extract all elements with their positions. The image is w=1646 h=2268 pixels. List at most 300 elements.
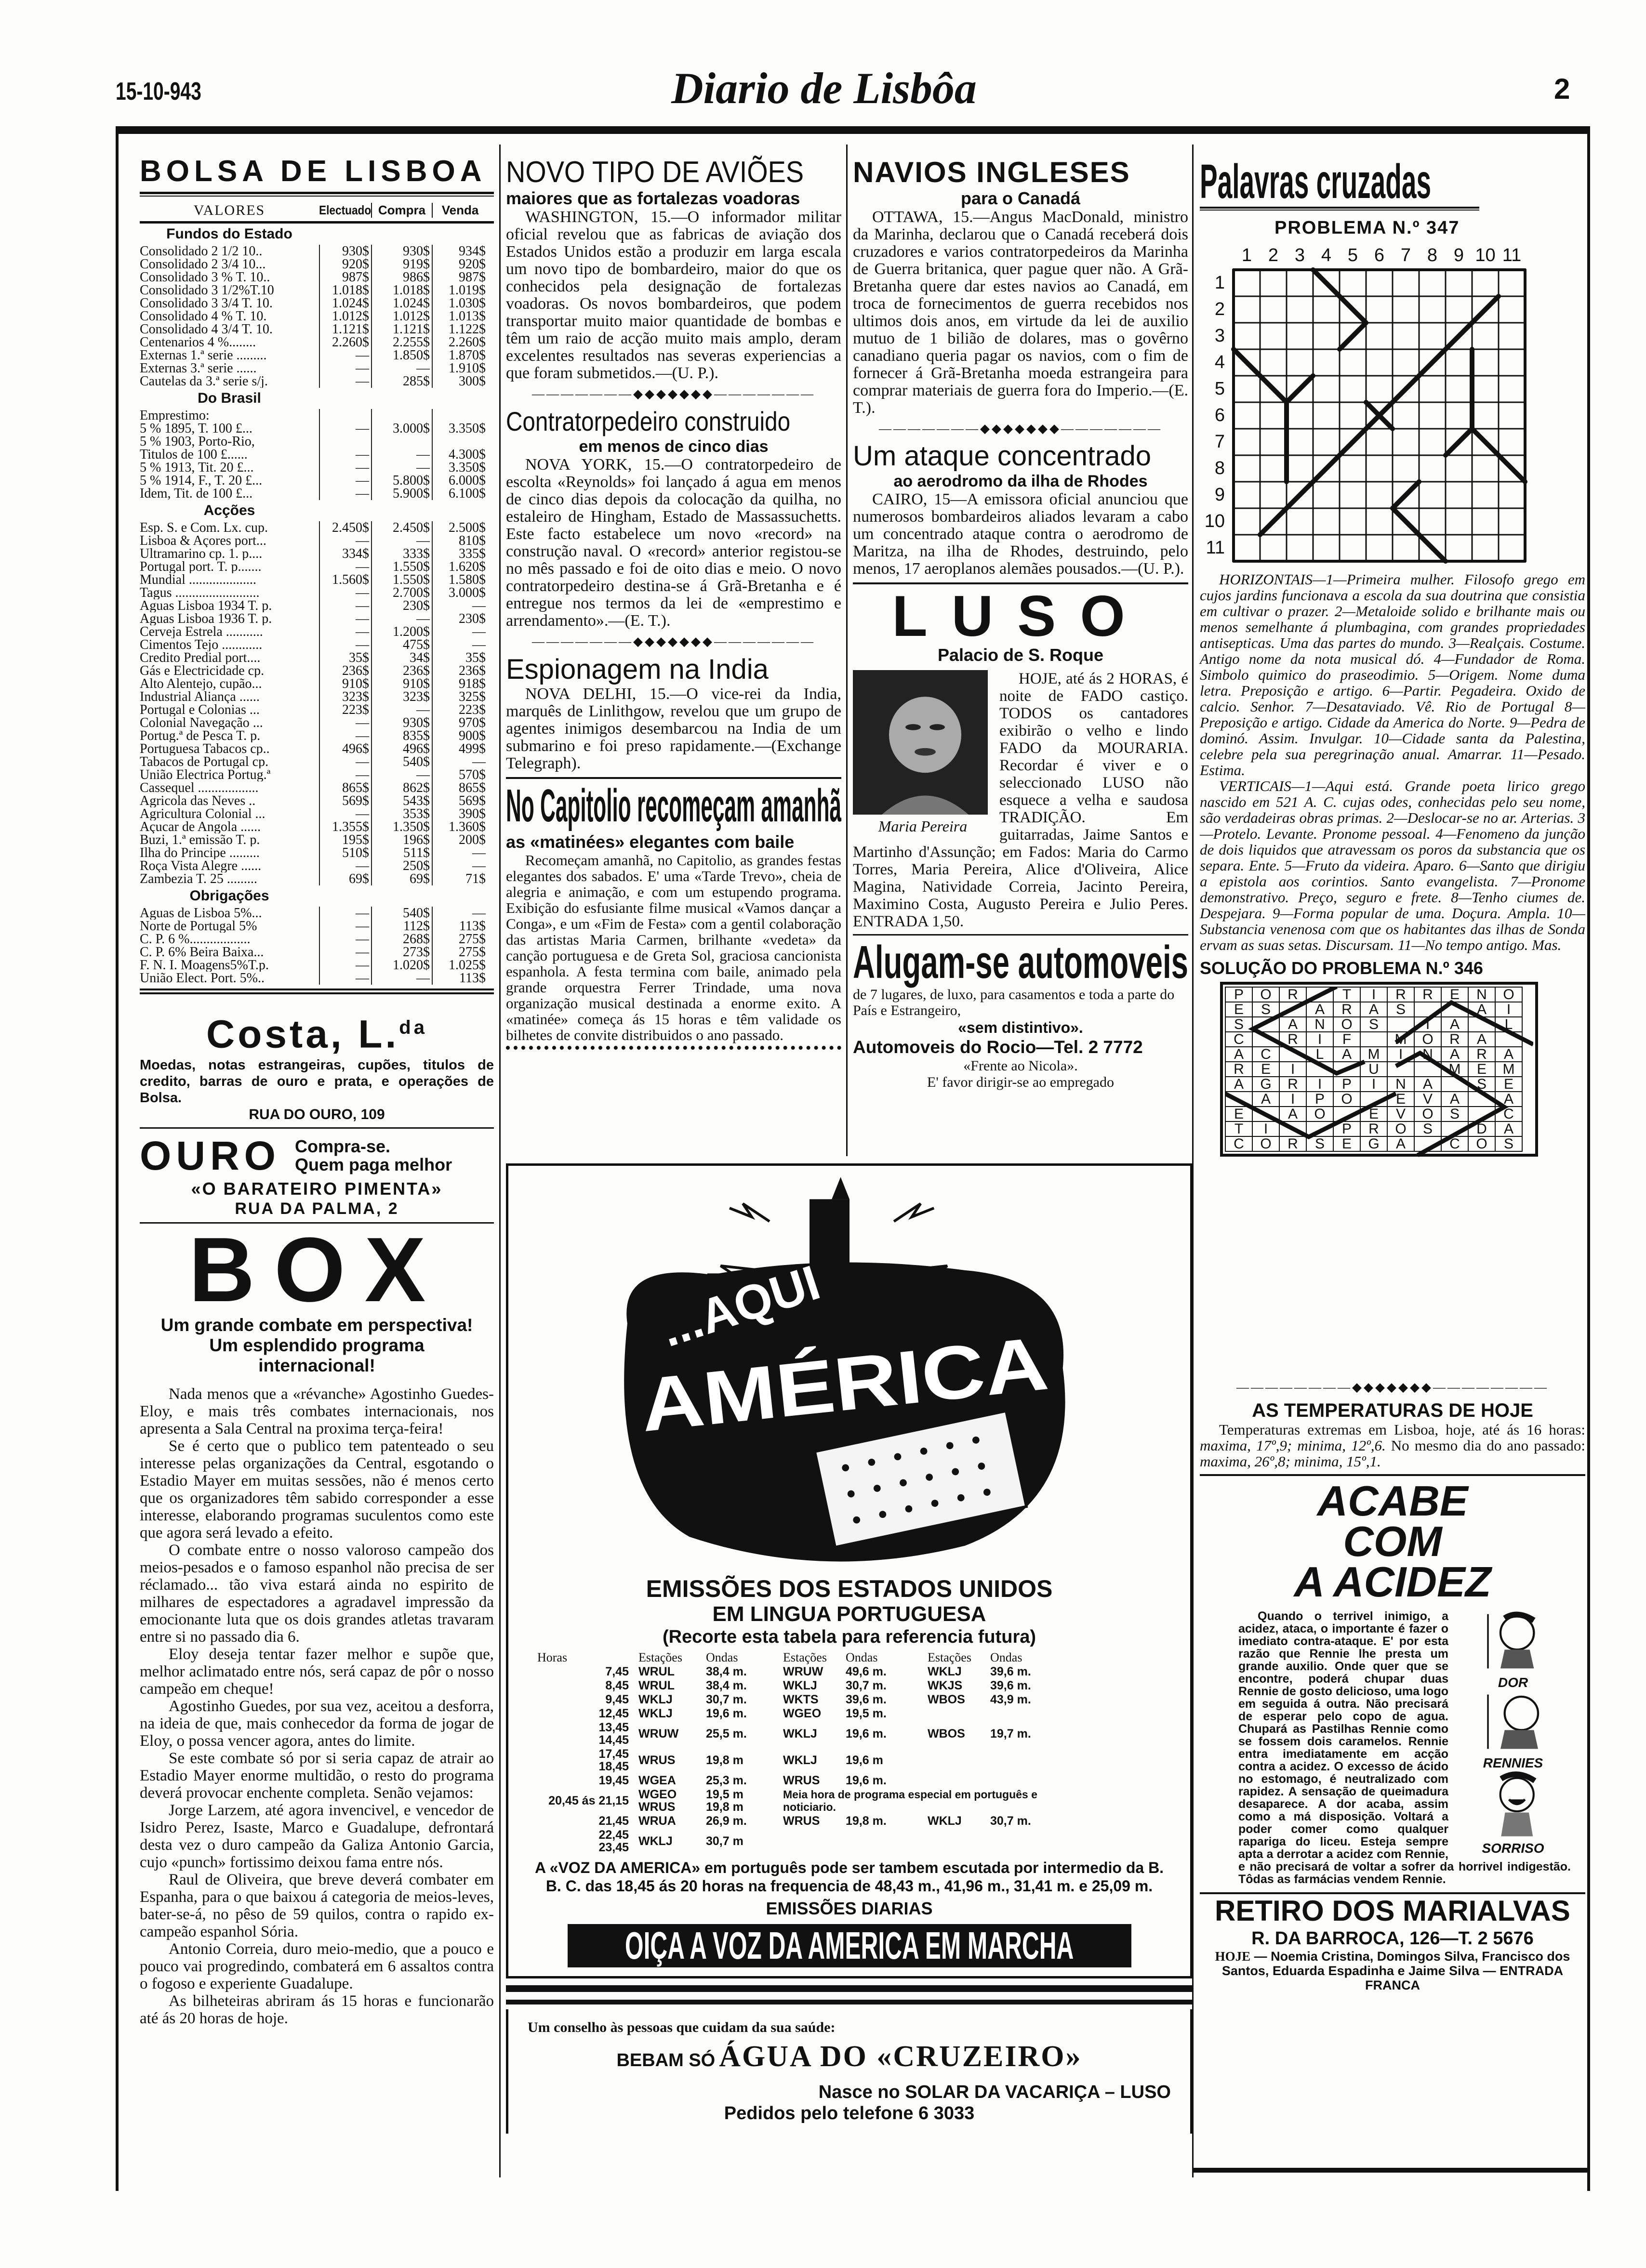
cell-venda: — (432, 638, 488, 651)
cell-compra: 2.700$ (371, 586, 432, 599)
cell-electuado: — (319, 461, 371, 474)
solution-cell: I (1360, 987, 1387, 1002)
america-text: AMÉRICA (636, 1327, 996, 1448)
table-row (140, 245, 494, 258)
headline: NAVIOS INGLESES (853, 156, 1130, 188)
cell-venda: 934$ (432, 245, 488, 258)
cell-compra: 353$ (371, 807, 432, 820)
table-row (537, 1788, 1161, 1813)
table-row (537, 1748, 1161, 1773)
cell-compra: 930$ (371, 245, 432, 258)
ornament-divider: ———————◆◆◆◆◆◆◆——————— (532, 634, 815, 648)
col-valores: VALORES (193, 202, 265, 218)
cell-venda: 3.000$ (432, 586, 488, 599)
costa-address: RUA DO OURO, 109 (249, 1107, 385, 1123)
black-bar (1446, 429, 1472, 455)
table-row (140, 716, 494, 729)
headline: Contratorpedeiro construido (506, 406, 791, 436)
temperaturas-title: AS TEMPERATURAS DE HOJE (1252, 1400, 1533, 1421)
table-row (140, 258, 494, 271)
solution-cell: A (1441, 1017, 1468, 1032)
rennie-headline2: COM (1343, 1517, 1442, 1565)
headline-wrap (506, 654, 841, 686)
temperaturas-text: Temperaturas extremas em Lisboa, hoje, até ás 16 horas: maxima, 17º,9; minima, 12º,6. No mesmo dia do ano passado: maxima, 26º,8; minima, 15º,1. (1200, 1421, 1585, 1470)
cell-electuado: 35$ (319, 651, 371, 664)
table-row (140, 755, 494, 768)
cell-name: Consolidado 2 1/2 10.. (140, 245, 263, 258)
cruzeiro-bebam: BEBAM SÓ (616, 2050, 716, 2070)
cell: 17,45 18,45 (598, 1747, 629, 1773)
solution-cell: A (1333, 1047, 1360, 1062)
cell-name: C. P. 6% Beira Baixa... (140, 946, 264, 959)
cell-electuado: 865$ (319, 781, 371, 794)
portrait-photo (853, 670, 988, 815)
table-row (537, 1707, 1161, 1720)
cell-venda: 236$ (432, 664, 488, 677)
rennie-cartoons (1455, 1610, 1571, 1856)
subheadline: as «matinées» elegantes com baile (506, 832, 795, 852)
cell-venda: — (432, 846, 488, 859)
cell-electuado: — (319, 625, 371, 638)
cell-electuado: — (319, 716, 371, 729)
cell-compra: 475$ (371, 638, 432, 651)
paragraph: Eloy deseja tentar fazer melhor e supõe que, melhor aclimatado entre nós, será capaz de pôr o nosso campeão em cheque! (140, 1646, 494, 1698)
cell-electuado: 223$ (319, 703, 371, 716)
paragraph: O combate entre o nosso valoroso campeão dos meios-pesados e o famoso espanhol não precisa de ser réclamado... tão viva estará ainda no espirito de milhares de espectadores a agradavel impressão da emocionante luta que os dois grandes atletas travaram entre si no passado dia 6. (140, 1542, 494, 1646)
cruzeiro-brand: ÁGUA DO «CRUZEIRO» (719, 2040, 1082, 2073)
cell-electuado: 1.560$ (319, 573, 371, 586)
frame-left (116, 134, 119, 2191)
solution-cell: E (1360, 1107, 1387, 1121)
cell-electuado: — (319, 422, 371, 435)
cell-electuado: 69$ (319, 872, 371, 885)
cell: 7,45 (605, 1665, 629, 1678)
header-cell: Estações (783, 1650, 827, 1664)
box-title: BOX (188, 1219, 445, 1321)
cell-electuado: 2.450$ (319, 521, 371, 534)
table-row (140, 271, 494, 284)
cell-name: Agricola das Neves .. (140, 794, 256, 807)
solution-cell: U (1360, 1062, 1387, 1077)
photo-caption: Maria Pereira (878, 818, 968, 835)
cell-electuado (319, 435, 371, 448)
cell-electuado: 910$ (319, 677, 371, 690)
solution-cell: C (1225, 1032, 1252, 1047)
bolsa-title: BOLSA DE LISBOA (140, 155, 487, 188)
cruzeiro-lead: Um conselho às pessoas que cuidam da sua saúde: (528, 2019, 836, 2035)
cell: 30,7 m (706, 1834, 743, 1848)
cell-name: União Electrica Portug.ª (140, 768, 271, 781)
rennie-body (1238, 1610, 1571, 1886)
solution-cell: A (1387, 1136, 1414, 1151)
table-row (140, 362, 494, 375)
costa-ad (140, 1005, 494, 1129)
bolsa-section (140, 154, 494, 994)
cell-electuado: — (319, 534, 371, 547)
solution-cell: A (1441, 1047, 1468, 1062)
cell-name: Consolidado 3 % T. 10.. (140, 271, 270, 284)
box-body (140, 1385, 494, 2027)
cell-compra: 1.200$ (371, 625, 432, 638)
table-row (140, 375, 494, 388)
cell-compra: — (371, 448, 432, 461)
cell: 19,5 m 19,8 m (706, 1788, 743, 1814)
row-number: 10 (1204, 511, 1225, 531)
column-number: 7 (1400, 245, 1411, 265)
ad-rule (506, 1985, 1193, 1992)
solution-cell: E (1387, 1092, 1414, 1107)
cell-electuado: — (319, 586, 371, 599)
costa-name-sup: da (399, 1017, 427, 1038)
box-sub1: Um grande combate em perspectiva! (160, 1315, 473, 1335)
cell-name: Roça Vista Alegre ...... (140, 859, 262, 872)
paragraph: Agostinho Guedes, por sua vez, aceitou a desforra, na ideia de que, mais conhecedor da forma de jogar de Eloy, o possa vencer agora, antes do limite. (140, 1698, 494, 1750)
cell-venda: 1.122$ (432, 323, 488, 336)
cruzeiro-origin: Nasce no SOLAR DA VACARIÇA – LUSO (818, 2082, 1171, 2102)
cell: Meia hora de programa especial em português e noticiario. (783, 1788, 1037, 1813)
cell-compra: 986$ (371, 271, 432, 284)
solution-cell: N (1468, 987, 1495, 1002)
table-row (537, 1815, 1161, 1827)
column-number: 9 (1453, 245, 1464, 265)
retiro-title: RETIRO DOS MARIALVAS (1215, 1895, 1570, 1927)
cell-electuado: 510$ (319, 846, 371, 859)
table-row (537, 1665, 1161, 1678)
header-cell: Ondas (990, 1650, 1022, 1664)
ornament-divider: ————————◆◆◆◆◆◆◆———————— (1236, 1380, 1549, 1394)
luso-ad (853, 584, 1188, 936)
paragraph: As bilheteiras abriram ás 15 horas e funcionarão até ás 20 horas de hoje. (140, 1992, 494, 2028)
cell-electuado: — (319, 755, 371, 768)
cell: WKTS (783, 1693, 819, 1706)
cell: 9,45 (605, 1693, 629, 1706)
table-row (140, 664, 494, 677)
cell-compra: 196$ (371, 833, 432, 846)
caption-dor: DOR (1498, 1675, 1528, 1690)
cell-compra (371, 435, 432, 448)
cell-venda: 223$ (432, 703, 488, 716)
solution-cell: S (1252, 1002, 1279, 1017)
cell: WBOS (928, 1727, 965, 1741)
solution-cell: O (1495, 987, 1522, 1002)
bolsa-section-title: Obrigações (189, 888, 269, 904)
cell-electuado: 920$ (319, 258, 371, 271)
cell-venda: 1.580$ (432, 573, 488, 586)
cell-compra: 250$ (371, 859, 432, 872)
table-row (140, 586, 494, 599)
cell-venda: 499$ (432, 742, 488, 755)
cell-venda: — (432, 859, 488, 872)
table-row (140, 534, 494, 547)
cell-name: Portuguesa Tabacos cp.. (140, 742, 270, 755)
table-row (140, 323, 494, 336)
solution-cell: E (1495, 1077, 1522, 1092)
cell-name: F. N. I. Moagens5%T.p. (140, 959, 269, 972)
cell-compra: — (371, 703, 432, 716)
solution-title: SOLUÇÃO DO PROBLEMA N.º 346 (1200, 958, 1483, 978)
cell-compra: 333$ (371, 547, 432, 560)
cell-compra: 543$ (371, 794, 432, 807)
solution-cell: A (1360, 1002, 1387, 1017)
table-row (140, 547, 494, 560)
cell-compra: 112$ (371, 920, 432, 933)
table-row (537, 1679, 1161, 1692)
ouro-shop: «O BARATEIRO PIMENTA» (191, 1179, 443, 1199)
table-row (140, 448, 494, 461)
solution-cell: A (1414, 1077, 1441, 1092)
rennie-ad (1200, 1477, 1585, 1886)
solution-cell: A (1495, 1121, 1522, 1136)
solution-cell: S (1495, 1136, 1522, 1151)
subheadline: para o Canadá (960, 188, 1081, 208)
cell-venda: 200$ (432, 833, 488, 846)
paragraph: Nada menos que a «révanche» Agostinho Guedes-Eloy, e mais três combates internacionais, nos apresenta a Sala Central na proxima terça-feira! (140, 1385, 494, 1438)
solution-cell: S (1306, 1136, 1333, 1151)
crossword-title: Palavras cruzadas (1200, 155, 1432, 209)
cell-name: Colonial Navegação ... (140, 716, 263, 729)
table-row (140, 742, 494, 755)
cell-electuado: 1.024$ (319, 297, 371, 310)
cell: 19,45 (598, 1774, 629, 1787)
column-number: 8 (1427, 245, 1438, 265)
table-row (140, 560, 494, 573)
table-row (140, 907, 494, 920)
costa-text: Moedas, notas estrangeiras, cupões, titulos de credito, barras de ouro e prata, e operações de Bolsa. (140, 1057, 494, 1106)
cell-name: Externas 1.ª serie ......... (140, 349, 267, 362)
cell: WRUL (638, 1665, 675, 1678)
cell: WKLJ (783, 1754, 817, 1767)
solution-cell: I (1306, 1032, 1333, 1047)
cell-venda: 987$ (432, 271, 488, 284)
cell-electuado: 1.012$ (319, 310, 371, 323)
table-row (537, 1721, 1161, 1746)
cell: 19,6 m. (846, 1727, 887, 1741)
cell-compra: 34$ (371, 651, 432, 664)
solution-cell: F (1333, 1032, 1360, 1047)
solution-cell: C (1441, 1136, 1468, 1151)
verticais-clues (1200, 778, 1585, 953)
auto-tag: «sem distintivo». (958, 1019, 1083, 1036)
cell-compra: 236$ (371, 664, 432, 677)
table-row (140, 349, 494, 362)
cell-venda: 3.350$ (432, 422, 488, 435)
table-row (140, 573, 494, 586)
cell-venda: 2.500$ (432, 521, 488, 534)
row-number: 3 (1214, 326, 1225, 346)
cell-name: Aguas de Lisboa 5%... (140, 907, 262, 920)
cell: 19,6 m. (846, 1774, 887, 1787)
row-number: 2 (1214, 299, 1225, 319)
cell-venda: 1.360$ (432, 820, 488, 833)
table-row (140, 651, 494, 664)
table-row (140, 487, 494, 500)
cell-venda: 275$ (432, 946, 488, 959)
solution-cell: R (1387, 987, 1414, 1002)
cell: 39,6 m. (990, 1665, 1031, 1678)
cell-compra: 835$ (371, 729, 432, 742)
cell-venda: 113$ (432, 972, 488, 985)
cell-name: 5 % 1903, Porto-Rio, (140, 435, 255, 448)
solution-cell: O (1306, 1107, 1333, 1121)
cell-name: Credito Predial port.... (140, 651, 261, 664)
solution-cell: A (1468, 1002, 1495, 1017)
cell-name: Lisboa & Açores port... (140, 534, 266, 547)
cell: WKLJ (928, 1665, 962, 1678)
column-3 (853, 157, 1188, 1091)
solution-cell: A (1225, 1047, 1252, 1062)
cell-name: Cautelas da 3.ª serie s/j. (140, 375, 268, 388)
table-row (140, 435, 494, 448)
solution-cell: C (1495, 1107, 1522, 1121)
solution-cell: N (1387, 1077, 1414, 1092)
cell-electuado: — (319, 768, 371, 781)
cell-compra: 511$ (371, 846, 432, 859)
solution-cell: A (1495, 1047, 1522, 1062)
paragraph: Se é certo que o publico tem patenteado o seu interesse pelas organizações da Central, esgotando o Estadio Mayer em muitas sessões, não é menos certo que os organizadores têm sabido corresponder a esse interesse, elaborando programas suculentos como este que agora será levado a efeito. (140, 1437, 494, 1542)
cell-venda: 1.013$ (432, 310, 488, 323)
cell-electuado: — (319, 959, 371, 972)
ad-rule (506, 2000, 1193, 2004)
cell-venda: 1.019$ (432, 284, 488, 297)
voz-banner-text: OIÇA A VOZ DA AMERICA EM MARCHA (624, 1924, 1074, 1967)
column-numbers (1234, 245, 1585, 266)
emissoes-diarias: EMISSÕES DIARIAS (766, 1899, 933, 1918)
subheadline: em menos de cinco dias (579, 437, 769, 456)
issue-date: 15-10-943 (116, 78, 201, 105)
box-sub2: Um esplendido programa (209, 1335, 425, 1356)
cell: 19,7 m. (990, 1727, 1031, 1741)
article-body: WASHINGTON, 15.—O informador militar oficial revelou que as fabricas de aviação dos Estados Unidos estão a produzir em larga escala um novo tipo de bombardeiro, maior do que os conhecidos pela designação de fortalezas voadoras. Os novos bombardeiros, que podem transportar muito maior quantidade de bombas e têm um raio de acção muito mais amplo, deram excelentes resultados nas severas experiencias a que foram submetidos.—(U. P.). (506, 208, 841, 382)
emissoes-note: (Recorte esta tabela para referencia futura) (662, 1627, 1036, 1647)
solution-cell: I (1414, 1017, 1441, 1032)
cell-compra: 1.550$ (371, 560, 432, 573)
solution-cell: T (1333, 987, 1360, 1002)
cell-name: Gás e Electricidade cp. (140, 664, 265, 677)
cell: WKLJ (638, 1707, 673, 1720)
cell: 38,4 m. (706, 1679, 747, 1692)
auto-text: de 7 lugares, de luxo, para casamentos e toda a parte do País e Estrangeiro, (853, 987, 1175, 1018)
ouro-address: RUA DA PALMA, 2 (235, 1200, 399, 1218)
cell-venda: 1.910$ (432, 362, 488, 375)
horizontais-label: HORIZONTAIS (1219, 571, 1313, 588)
bolsa-section-title: Acções (203, 502, 255, 518)
solution-cell: R (1279, 987, 1306, 1002)
solution-cell: M (1441, 1062, 1468, 1077)
column-divider (846, 145, 848, 1156)
box-sub3: internacional! (258, 1356, 375, 1376)
bolsa-header (140, 199, 494, 224)
column-number: 3 (1294, 245, 1305, 265)
cell-compra: 1.850$ (371, 349, 432, 362)
solution-cell: A (1468, 1032, 1495, 1047)
ouro-line2: Quem paga melhor (295, 1155, 452, 1175)
cell: 38,4 m. (706, 1665, 747, 1678)
subheadline-wrap (506, 832, 841, 852)
cell: 30,7 m. (846, 1679, 887, 1692)
cell-venda: — (432, 599, 488, 612)
cell-electuado: — (319, 448, 371, 461)
headline: Espionagem na India (506, 654, 769, 685)
table-row (140, 599, 494, 612)
cell: 49,6 m. (846, 1665, 887, 1678)
cell-compra: — (371, 534, 432, 547)
crossword-title-wrap (1200, 157, 1484, 207)
cell-electuado: — (319, 946, 371, 959)
cell-electuado (319, 409, 371, 422)
cell-name: Externas 3.ª serie ...... (140, 362, 257, 375)
photo (853, 670, 993, 835)
row-number: 9 (1214, 485, 1225, 505)
article-body: OTTAWA, 15.—Angus MacDonald, ministro da Marinha, declarou que o Canadá receberá dois cruzadores e varios contratorpedeiros da Marinha de Guerra britanica, quer pague quer não. A Grã-Bretanha quere dar estes navios ao Canadá, em troca de fornecimentos de guerra recebidos nos ultimos dois anos, em virtude da lei de auxilio mutuo de 1 bilião de dolares, mas o govêrno canadiano queria pagar os navios, com o fim de fornecer á Grã-Bretanha moeda estrangeira para comprar materiais de guerra fora do Imperio.—(E. T.). (853, 208, 1188, 417)
solution-cell: E (1333, 1136, 1360, 1151)
cell: 19,6 m (846, 1754, 883, 1767)
cell-compra: — (371, 972, 432, 985)
cell-compra: — (371, 362, 432, 375)
header-cell: Ondas (846, 1650, 878, 1664)
table-row (140, 474, 494, 487)
table-row (140, 820, 494, 833)
cell-electuado: — (319, 972, 371, 985)
table-row (140, 729, 494, 742)
cell-compra: 919$ (371, 258, 432, 271)
table-row (140, 946, 494, 959)
paragraph: Antonio Correia, duro meio-medio, que a pouco e pouco vai progredindo, combaterá em 6 assaltos contra o fogoso e experiente Guadalupe. (140, 1940, 494, 1993)
table-row (140, 336, 494, 349)
radio-schedule-table (537, 1651, 1161, 1854)
auto-title: Alugam-se automoveis (853, 936, 1188, 988)
table-row (140, 920, 494, 933)
cell-venda (432, 435, 488, 448)
cell-venda: 325$ (432, 690, 488, 703)
cell-electuado: 236$ (319, 664, 371, 677)
bolsa-table (140, 224, 494, 985)
column-number: 6 (1374, 245, 1385, 265)
solution-cell: N (1414, 1047, 1441, 1062)
cell: WRUW (638, 1727, 679, 1741)
rennie-body-text: Quando o terrivel inimigo, a acidez, ataca, o importante é fazer o imediato contra-ataque. E' por esta razão que Rennie lhe presta um grande auxilio. Onde quer que se encontre, poderá chupar duas Rennie de gosto delicioso, uma logo em seguida á outra. Não precisará de esperar pelo copo de agua. Chupará as Pastilhas Rennie como se fossem dois caramelos. Rennie entra imediatamente em acção contra a acidez. O excesso de ácido no estomago, é neutralizado com rapidez. A sensação de queimadura desaparece. A dor acaba, assim como a má disposição. Voltará a poder comer como qualquer rapariga do liceu. Esteja sempre apta a derrotar a acidez com Rennie, e não precisará de voltar a sofrer da horrivel indigestão. Tôdas as farmácias vendem Rennie. (1238, 1609, 1571, 1886)
cell-name: Esp. S. e Com. Lx. cup. (140, 521, 268, 534)
bolsa-section-title: Do Brasil (198, 390, 261, 406)
cell-compra: 1.024$ (371, 297, 432, 310)
cell-electuado: — (319, 807, 371, 820)
bottom-rule (1193, 2168, 1588, 2173)
solution-cell: I (1279, 1092, 1306, 1107)
cell: WRUS (783, 1814, 820, 1828)
cell: 39,6 m. (846, 1693, 887, 1706)
cell-venda: 390$ (432, 807, 488, 820)
cell-venda: 71$ (432, 872, 488, 885)
solution-cell: I (1252, 1121, 1279, 1136)
emissoes-title: EMISSÕES DOS ESTADOS UNIDOS (646, 1575, 1053, 1602)
solution-cell: R (1333, 1002, 1360, 1017)
cell-name: Açucar de Angola ...... (140, 820, 261, 833)
solution-cell: A (1441, 1092, 1468, 1107)
caption-rennies: RENNIES (1483, 1755, 1543, 1770)
solution-cell: A (1495, 1092, 1522, 1107)
solution-cell: S (1414, 1121, 1441, 1136)
smiling-girl-cartoon-icon (1474, 1771, 1552, 1838)
ouro-big: OURO (140, 1133, 280, 1179)
cell-name: 5 % 1895, T. 100 £... (140, 422, 252, 435)
emissoes-subtitle: EM LINGUA PORTUGUESA (712, 1602, 986, 1626)
headline-wrap (506, 157, 841, 188)
table-row (140, 521, 494, 534)
solution-cell: E (1225, 1107, 1252, 1121)
cell-electuado: 1.121$ (319, 323, 371, 336)
rennie-headline1: ACABE (1317, 1477, 1468, 1525)
solution-cell: L (1306, 1047, 1333, 1062)
column-number: 2 (1268, 245, 1279, 265)
